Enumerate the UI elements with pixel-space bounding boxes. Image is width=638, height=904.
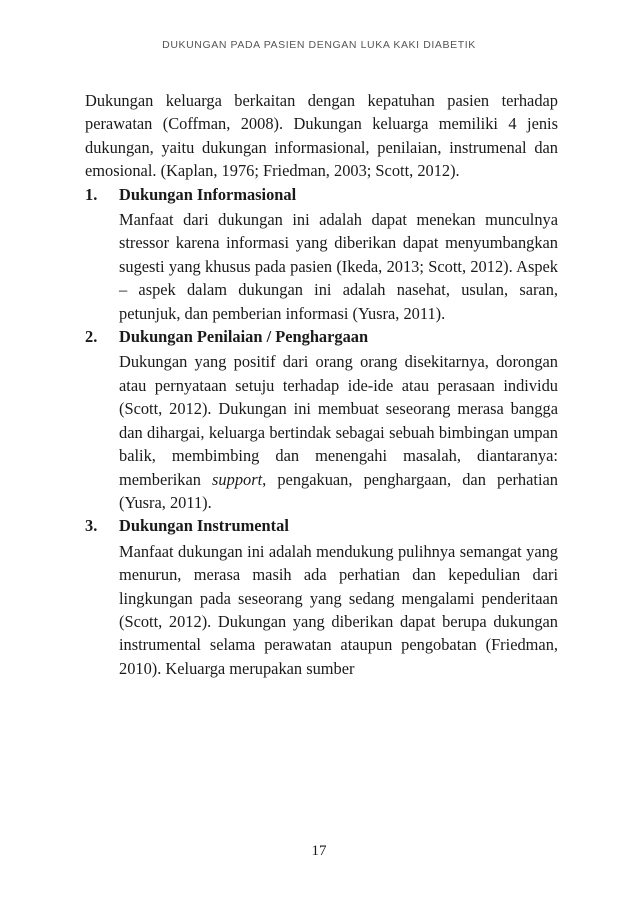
page-content [85, 89, 558, 680]
section-title: Dukungan Instrumental [119, 516, 289, 536]
section-title: Dukungan Penilaian / Penghargaan [119, 327, 369, 347]
section-heading [85, 183, 558, 206]
section-body-text: , pengakuan, penghargaan, dan perhatian (Yusra, 2011). [119, 469, 558, 512]
intro-paragraph: Dukungan keluarga berkaitan dengan kepatuhan pasien terhadap perawatan (Coffman, 2008). Dukungan keluarga memiliki 4 jenis dukungan, yaitu dukungan informasional, penilaian, instrumenal dan emosional. (Kaplan, 1976; Friedman, 2003; Scott, 2012). [85, 91, 558, 181]
page-number: 17 [311, 843, 327, 859]
section-number: 2. [85, 327, 98, 347]
section-body-text: Dukungan yang positif dari orang orang disekitarnya, dorongan atau pernyataan setuju terhadap ide-ide atau perasaan individu (Scott, 2012). Dukungan ini membuat seseorang merasa bangga dan dihargai, keluarga bertindak sebagai sebuah bimbingan umpan balik, membimbing dan menengahi masalah, diantaranya: memberikan [119, 352, 558, 489]
section-body: Manfaat dari dukungan ini adalah dapat menekan munculnya stressor karena informasi yang diberikan dapat menyumbangkan sugesti yang khusus pada pasien (Ikeda, 2013; Scott, 2012). Aspek – aspek dalam dukungan ini adalah nasehat, usulan, saran, petunjuk, dan pemberian informasi (Yusra, 2011). [119, 210, 558, 323]
section-number: 3. [85, 516, 98, 536]
section-instrumental [85, 514, 558, 680]
section-informasional [85, 183, 558, 325]
running-header: DUKUNGAN PADA PASIEN DENGAN LUKA KAKI DIABETIK [162, 39, 476, 51]
section-body [119, 350, 558, 514]
section-penilaian [85, 325, 558, 514]
section-title: Dukungan Informasional [119, 184, 297, 204]
section-heading [85, 514, 558, 537]
section-heading [85, 325, 558, 348]
section-number: 1. [85, 184, 98, 204]
italic-term: support [212, 469, 263, 489]
section-body: Manfaat dukungan ini adalah mendukung pulihnya semangat yang menurun, merasa masih ada perhatian dan kepedulian dari lingkungan pada seseorang yang sedang mengalami penderitaan (Scott, 2012). Dukungan yang diberikan dapat berupa dukungan instrumental selama perawatan ataupun pengobatan (Friedman, 2010). Keluarga merupakan sumber [119, 541, 558, 678]
